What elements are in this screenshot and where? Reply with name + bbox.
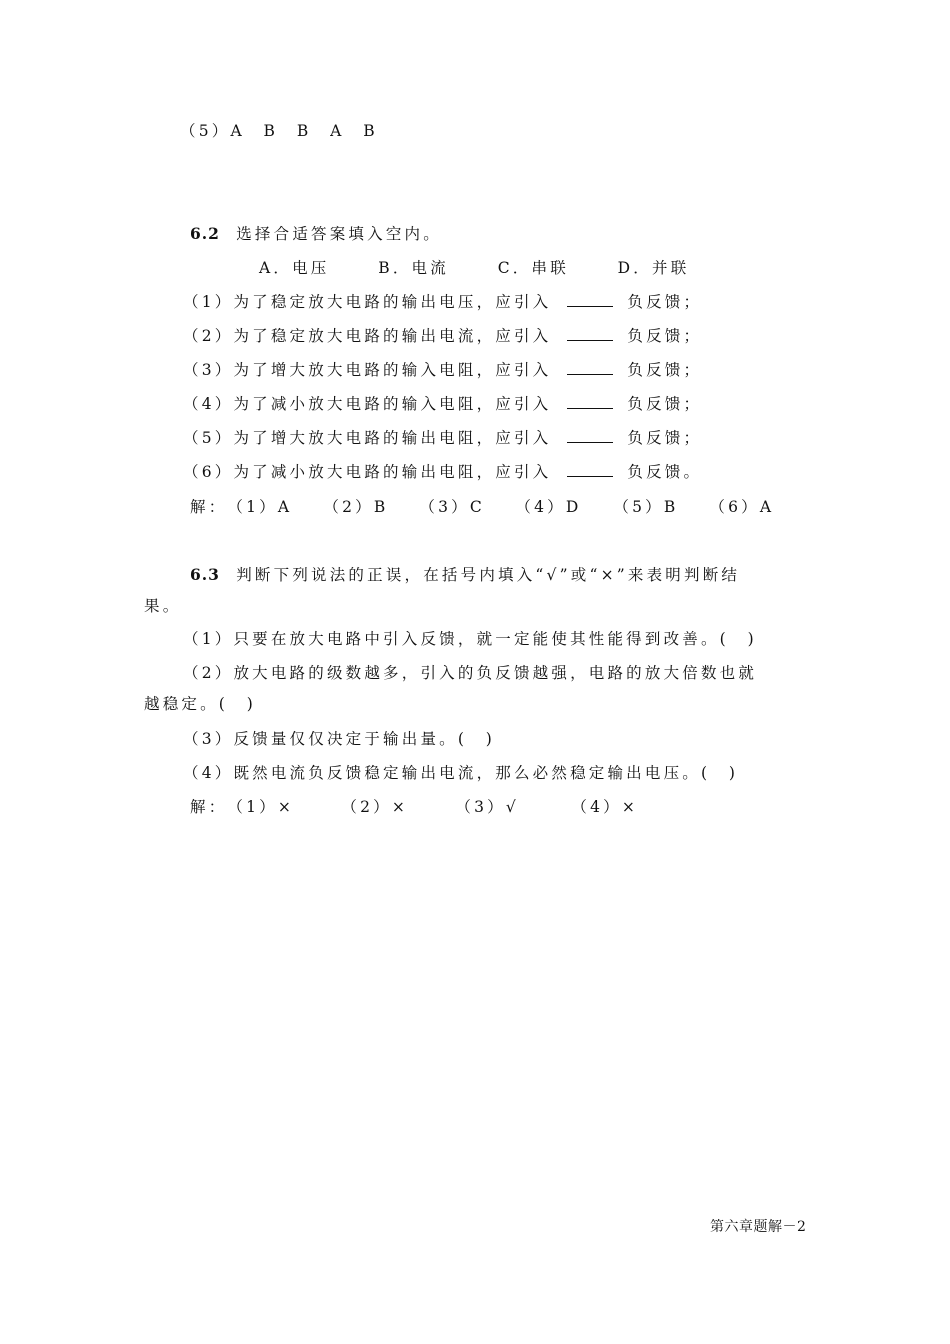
answer-blank bbox=[567, 428, 613, 443]
solution-6-3 bbox=[190, 797, 638, 817]
answer-blank bbox=[567, 394, 613, 409]
question-prompt: 选择合适答案填入空内。 bbox=[236, 225, 442, 243]
question-6-3-heading bbox=[190, 565, 740, 585]
fill-item bbox=[183, 360, 702, 380]
fill-item bbox=[183, 292, 702, 312]
fill-item-tail: 负反馈； bbox=[627, 395, 703, 413]
fill-item-tail: 负反馈； bbox=[627, 429, 703, 447]
judgement-item: （2）放大电路的级数越多，引入的负反馈越强，电路的放大倍数也就 bbox=[183, 664, 758, 682]
fill-item-text: （4）为了减小放大电路的输入电阻，应引入 bbox=[183, 395, 552, 413]
judgement-item-continued: 越稳定。( ) bbox=[144, 695, 256, 713]
option-list bbox=[259, 258, 689, 278]
solution-answer: （2）B bbox=[323, 498, 389, 516]
solution-6-2 bbox=[190, 497, 774, 517]
solution-answer: （3）√ bbox=[455, 798, 519, 816]
solution-label: 解： bbox=[190, 798, 228, 816]
solution-answer: （4）× bbox=[571, 798, 639, 816]
solution-answer: （1）× bbox=[227, 798, 295, 816]
option-d: D．并联 bbox=[617, 259, 690, 277]
fill-item-tail: 负反馈； bbox=[627, 327, 703, 345]
previous-answer-line: （5）A B B A B bbox=[180, 122, 378, 140]
fill-item-text: （3）为了增大放大电路的输入电阻，应引入 bbox=[183, 361, 552, 379]
judgement-item: （3）反馈量仅仅决定于输出量。( ) bbox=[183, 730, 496, 748]
solution-answer: （6）A bbox=[709, 498, 775, 516]
fill-item-text: （1）为了稳定放大电路的输出电压，应引入 bbox=[183, 293, 552, 311]
fill-item bbox=[183, 394, 702, 414]
answer-blank bbox=[567, 292, 613, 307]
solution-answer: （1）A bbox=[227, 498, 293, 516]
judgement-item: （1）只要在放大电路中引入反馈，就一定能使其性能得到改善。( ) bbox=[183, 630, 757, 648]
fill-item-tail: 负反馈。 bbox=[627, 463, 703, 481]
page-footer: 第六章题解－2 bbox=[710, 1219, 807, 1235]
question-6-2-heading bbox=[190, 224, 442, 244]
fill-item-text: （2）为了稳定放大电路的输出电流，应引入 bbox=[183, 327, 552, 345]
fill-item-text: （5）为了增大放大电路的输出电阻，应引入 bbox=[183, 429, 552, 447]
option-c: C．串联 bbox=[497, 259, 569, 277]
fill-item bbox=[183, 462, 702, 482]
answer-blank bbox=[567, 462, 613, 477]
solution-answer: （4）D bbox=[515, 498, 582, 516]
solution-answer: （2）× bbox=[341, 798, 409, 816]
question-number: 6.2 bbox=[190, 224, 220, 243]
option-a: A．电压 bbox=[259, 259, 330, 277]
fill-item-tail: 负反馈； bbox=[627, 293, 703, 311]
solution-answer: （3）C bbox=[419, 498, 485, 516]
answer-blank bbox=[567, 326, 613, 341]
option-b: B．电流 bbox=[378, 259, 449, 277]
fill-item-tail: 负反馈； bbox=[627, 361, 703, 379]
fill-item-text: （6）为了减小放大电路的输出电阻，应引入 bbox=[183, 463, 552, 481]
fill-item bbox=[183, 428, 702, 448]
question-prompt: 判断下列说法的正误，在括号内填入“√”或“×”来表明判断结 bbox=[236, 566, 741, 584]
answer-blank bbox=[567, 360, 613, 375]
fill-item bbox=[183, 326, 702, 346]
solution-label: 解： bbox=[190, 498, 228, 516]
judgement-item: （4）既然电流负反馈稳定输出电流，那么必然稳定输出电压。( ) bbox=[183, 764, 739, 782]
question-number: 6.3 bbox=[190, 565, 220, 584]
solution-answer: （5）B bbox=[613, 498, 679, 516]
question-prompt-continued: 果。 bbox=[144, 597, 182, 615]
